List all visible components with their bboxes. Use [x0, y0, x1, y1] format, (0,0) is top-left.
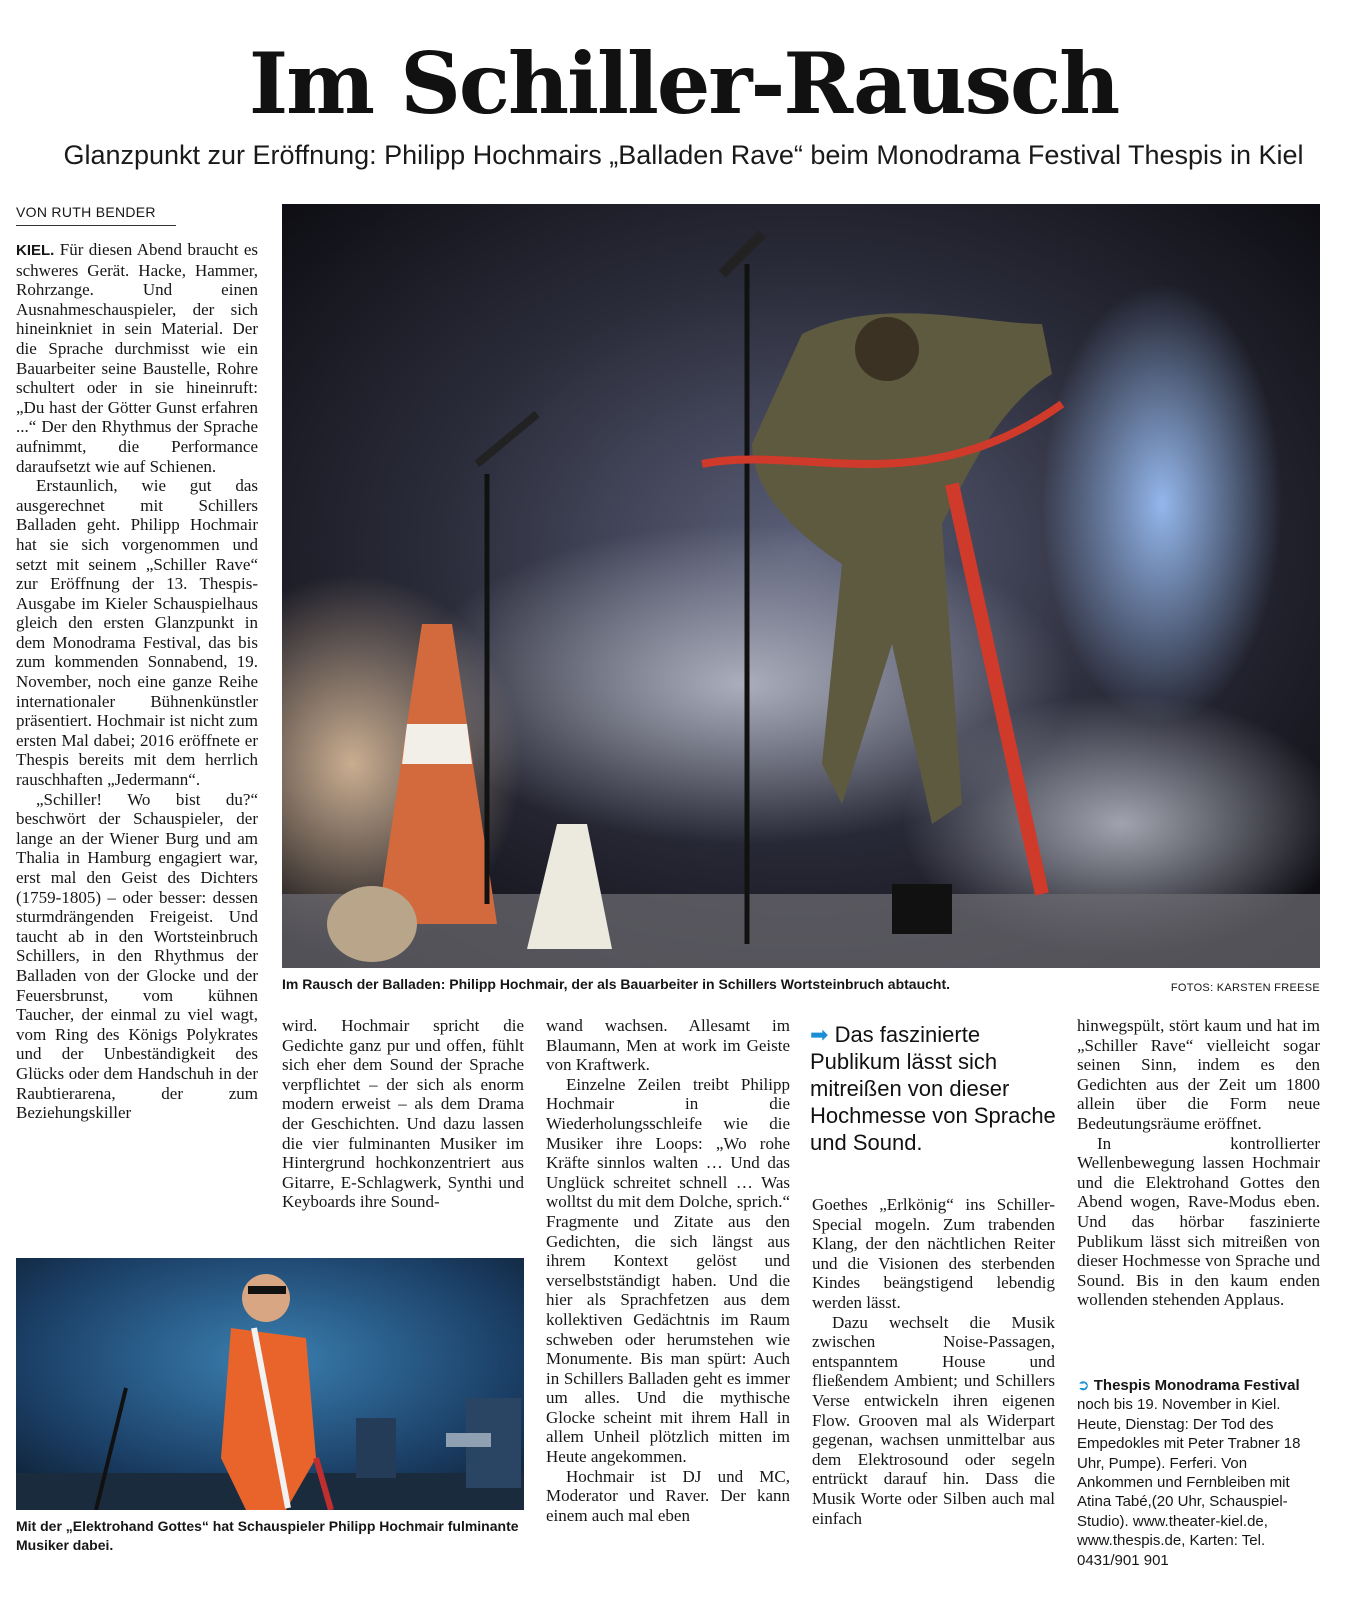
small-photo: [16, 1258, 524, 1510]
byline: VON RUTH BENDER: [16, 204, 176, 226]
paragraph: „Schiller! Wo bist du?“ beschwört der Schauspieler, der lange an der Wiener Burg und am Thalia in Hamburg engagiert war, erst mal den Geist des Dichters (1759-1805) – oder besser: dessen sturmdrängenden Freigeist. Und taucht ab in den Wortsteinbruch Schillers, in den Rhythmus der Balladen von der Glocke und der Feuersbrunst, vom kühnen Taucher, der einmal zu viel wagt, vom Ring des Königs Polykrates und der Unbeständigkeit des Glücks oder dem Handschuh in der Raubtierarena, der zum Beziehungskiller: [16, 789, 258, 1123]
info-box-text: noch bis 19. November in Kiel. Heute, Dienstag: Der Tod des Empedokles mit Peter Trabner 18 Uhr, Pumpe). Ferferi. Von Ankommen und Fernbleiben mit Atina Tabé,(20 Uhr, Schauspiel-Studio). www.theater-kiel.de, www.thespis.de, Karten: Tel. 0431/901 901: [1077, 1396, 1301, 1569]
paragraph-intro: [16, 240, 258, 476]
article-column-5: [1077, 1016, 1320, 1310]
paragraph: In kontrollierter Wellenbewegung lassen Hochmair und die Elektrohand Gottes den Abend wogen, Rave-Modus eben. Und das hörbar faszinierte Publikum lässt sich mitreißen von dieser Hochmesse von Sprache und Sound. Bis in den kaum enden wollenden stehenden Applaus.: [1077, 1133, 1320, 1310]
paragraph: Dazu wechselt die Musik zwischen Noise-Passagen, entspanntem House und fließendem Ambient; und Schillers Verse entwickeln ihren eigenen Flow. Grooven mal als Widerpart gegenan, wachsen unmittelbar aus dem Elektrosound oder segeln entrückt darauf hin. Dass die Musik Worte oder Silben auch mal einfach: [812, 1312, 1055, 1528]
photo-credit: FOTOS: KARSTEN FREESE: [1170, 982, 1320, 994]
info-box-title: Thespis Monodrama Festival: [1093, 1377, 1300, 1394]
headline: Im Schiller-Rausch: [248, 34, 1119, 133]
small-photo-caption: Mit der „Elektrohand Gottes“ hat Schauspieler Philipp Hochmair fulminante Musiker dabei.: [16, 1518, 519, 1553]
paragraph-text: Für diesen Abend braucht es schweres Gerät. Hacke, Hammer, Rohrzange. Und einen Ausnahmeschauspieler, der sich hineinkniet in sein Material. Der die Sprache durchmisst wie ein Bauarbeiter seine Baustelle, Rohre schultert oder in sie hineinruft: „Du hast der Götter Gunst erfahren ...“ Der den Rhythmus der Sprache aufnimmt, die Performance daraufsetzt wie auf Schienen.: [16, 240, 258, 476]
stage-photo-image: [282, 204, 1320, 968]
info-box: [1077, 1376, 1322, 1570]
pull-quote-text: Das faszinierte Publikum lässt sich mitreißen von dieser Hochmesse von Sprache und Sound.: [810, 1022, 1056, 1155]
paragraph: Erstaunlich, wie gut das ausgerechnet mit Schillers Balladen geht. Philipp Hochmair hat sie sich vorgenommen und setzt mit seinem „Schiller Rave“ zur Eröffnung der 13. Thespis-Ausgabe im Kieler Schauspielhaus gleich den ersten Glanzpunkt in dem Monodrama Festival, das bis zum kommenden Sonnabend, 19. November, noch eine ganze Reihe internationaler Bühnenkünstler präsentiert. Hochmair ist nicht zum ersten Mal dabei; 2016 eröffnete er Thespis bereits mit dem herrlich rauschhaften „Jedermann“.: [16, 476, 258, 790]
paragraph: wand wachsen. Allesamt im Blaumann, Men at work im Geiste von Kraftwerk.: [546, 1016, 790, 1075]
main-photo-caption: Im Rausch der Balladen: Philipp Hochmair, der als Bauarbeiter in Schillers Wortsteinbruch abtaucht.: [282, 976, 951, 992]
paragraph: Einzelne Zeilen treibt Philipp Hochmair in die Wiederholungsschleife wie die Musiker ihre Loops: „Wo rohe Kräfte sinnlos walten … Und das Unglück schreitet schnell … Was wolltst du mit dem Dolche, sprich.“ Fragmente und Zitate aus den Gedichten, die sich längst aus ihrem Kontext gelöst und verselbstständigt haben. Und die hier als Sprachfetzen aus dem kollektiven Gedächtnis im Raum schweben oder herumstehen wie Monumente. Bis man spürt: Auch in Schillers Balladen geht es immer um alles. Und die mythische Glocke scheint mit ihrem Hall in allem Unheil plötzlich mitten im Heute angekommen.: [546, 1074, 790, 1467]
main-photo: [282, 204, 1320, 968]
subheadline: Glanzpunkt zur Eröffnung: Philipp Hochmairs „Balladen Rave“ beim Monodrama Festival Thespis in Kiel: [63, 140, 1304, 170]
paragraph: Goethes „Erlkönig“ ins Schiller-Special mogeln. Zum trabenden Klang, der den nächtlichen Reiter und die Visionen des sterbenden Kindes beängstigend lebendig werden lässt.: [812, 1195, 1055, 1312]
paragraph: Hochmair ist DJ und MC, Moderator und Raver. Der kann einem auch mal eben: [546, 1466, 790, 1525]
musicians-photo-image: [16, 1258, 524, 1510]
article-column-4: [812, 1195, 1055, 1528]
article-column-1: [16, 240, 258, 1123]
arrow-circle-icon: ➲: [1077, 1377, 1090, 1394]
arrow-right-icon: ➡: [810, 1022, 829, 1047]
pull-quote: [810, 1021, 1060, 1156]
paragraph: wird. Hochmair spricht die Gedichte ganz pur und offen, fühlt sich eher dem Sound der Sprache verpflichtet – der sich als enorm modern erweist – als dem Drama der Geschichten. Und dazu lassen die vier fulminanten Musiker im Hintergrund hochkonzentriert aus Gitarre, E-Schlagwerk, Synthi und Keyboards ihre Sound-: [282, 1016, 524, 1212]
dateline: KIEL.: [16, 242, 55, 259]
article-column-3: [546, 1016, 790, 1525]
paragraph: hinwegspült, stört kaum und hat im „Schiller Rave“ vielleicht sogar seinen Sinn, indem es den Gedichten aus der Zeit um 1800 allein über die Form neue Bedeutungsräume eröffnet.: [1077, 1016, 1320, 1133]
article-column-2: [282, 1016, 524, 1212]
